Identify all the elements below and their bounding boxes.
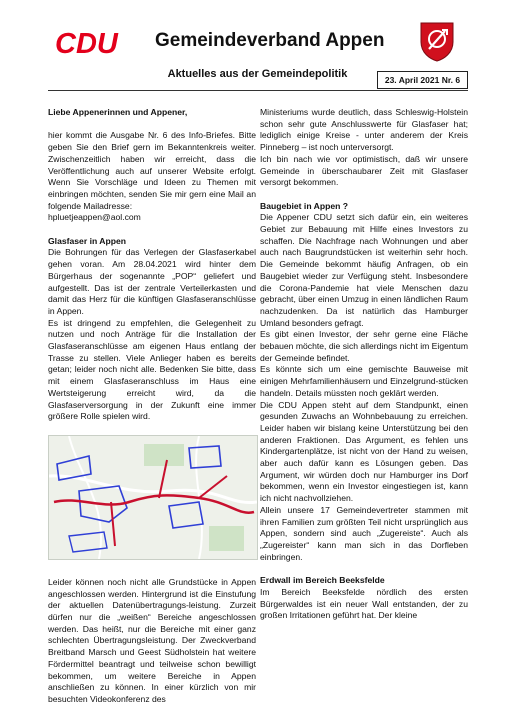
glasfaser-heading: Glasfaser in Appen	[48, 235, 127, 246]
erdwall-heading: Erdwall im Bereich Beeksfelde	[260, 575, 385, 586]
left-column	[48, 107, 256, 706]
appen-crest-icon	[420, 22, 454, 62]
baugebiet-paragraph-4: Die CDU Appen steht auf dem Standpunkt, einen gesunden Zuwachs an Wohnbebauung zu erreichen. Leider haben wir bislang keine Unterstützung bei den anderen Fraktionen. Das Argument, es fehlen uns Kindergartenplätze, ist nicht von der Hand zu weisen, aber auch dafür kann es Lösungen geben. Das Argument, wir würden doch nur Hamburger ins Dorf bekommen, wenn ein Investor eingestiegen ist, kann ich nicht nachvollziehen.	[260, 399, 468, 504]
glasfaser-paragraph-1: Die Bohrungen für das Verlegen der Glasfaserkabel gehen voran. Am 28.04.2021 wird hinter dem Bürgerhaus der sogenannte „POP“ geliefert und aufgestellt. Das ist der zentrale Verteilerkasten und damit das Herz für die künftigen Glasfaseranschlüsse in Appen.	[48, 247, 256, 316]
page-title: Gemeindeverband Appen	[155, 30, 385, 51]
issue-date-box: 23. April 2021 Nr. 6	[377, 71, 468, 89]
baugebiet-paragraph-2: Es gibt einen Investor, der sehr gerne eine Fläche bebauen möchte, die sich allerdings nicht im Eigentum der Gemeinde befindet.	[260, 329, 468, 363]
cdu-logo	[55, 28, 137, 58]
glasfaser-paragraph-3: Leider können noch nicht alle Grundstücke in Appen angeschlossen werden. Hintergrund ist die Einstufung der aktuellen Datenübertragungs-leistung. Zurzeit dürfen nur die „weißen“ Bereiche angeschlossen werden. Das heißt, nur die Bereiche mit einer ganz schlechten Übertragungsleistung. Der Zweckverband Breitband Marsch und Geest Südholstein hat weitere Fördermittel beantragt und teilweise schon bewilligt bekommen, um weitere Bereiche in Appen anschließen zu können. In einer kürzlich von mir besuchten Videokonferenz des	[48, 576, 256, 704]
email-address[interactable]: hpluetjeappen@aol.com	[48, 212, 141, 223]
ministerium-paragraph: Ministeriums wurde deutlich, dass Schleswig-Holstein schon sehr gute Anschlusswerte für Glasfaser hat; lediglich einige Kreise - unter anderem der Kreis Pinneberg – ist noch unterversorgt.	[260, 107, 468, 153]
intro-paragraph: hier kommt die Ausgabe Nr. 6 des Info-Briefes. Bitte geben Sie den Brief gern im Bekanntenkreis weiter. Zwischenzeitlich haben wir erreicht, dass die Veröffentlichung auch auf unserer Website erfolgt. Wenn Sie Vorschläge und Ideen zu Themen mit einbringen möchten, senden Sie mir gern eine Mail an folgende Mailadresse:	[48, 130, 256, 211]
glasfaser-paragraph-2: Es ist dringend zu empfehlen, die Gelegenheit zu nutzen und noch Anträge für die Installation der Glasfaseranschlüsse am eigenen Haus entlang der Trasse zu stellen. Viele Anlieger haben es bereits getan; leider noch nicht alle. Bedenken Sie bitte, dass mit einem Glasfaseranschluss im Haus eine Wertsteigerung erreicht wird, da die Glasfaserversorgung in der Zukunft eine immer größere Rolle spielen wird.	[48, 317, 256, 422]
baugebiet-heading: Baugebiet in Appen ?	[260, 200, 349, 211]
baugebiet-paragraph-5: Allein unsere 17 Gemeindevertreter stammen mit ihren Familien zum größten Teil nicht ursprünglich aus Appen, sondern sind auch „Zugereiste“. Auch als „Zugereister“ kann man sich in das Dorfleben einbringen.	[260, 504, 468, 562]
greeting: Liebe Appenerinnen und Appener,	[48, 107, 188, 117]
erdwall-paragraph-1: Im Bereich Beeksfelde nördlich des ersten Bürgerwaldes ist ein neuer Wall entstanden, der zu großen Irritationen geführt hat. Der kleine	[260, 586, 468, 621]
optimist-paragraph: Ich bin nach wie vor optimistisch, daß wir unsere Gemeinde in überschaubarer Zeit mit Glasfaser versorgt bekommen.	[260, 153, 468, 188]
right-column	[260, 107, 468, 622]
page-subtitle: Aktuelles aus der Gemeindepolitik	[167, 68, 348, 80]
baugebiet-paragraph-3: Es könnte sich um eine gemischte Bauweise mit einigen Mehrfamilienhäusern und Einzelgrund-stücken handeln. Details müssten noch geklärt werden.	[260, 364, 468, 398]
cdu-logo-text: CDU	[55, 28, 118, 58]
glasfaser-map-image	[48, 435, 258, 560]
header-divider	[48, 90, 468, 91]
baugebiet-paragraph-1: Die Appener CDU setzt sich dafür ein, ein weiteres Gebiet zur Bebauung mit Hilfe eines Investors zu schaffen. Die Nachfrage nach Wohnungen und aber auch nach Baugrundstücken ist weiterhin sehr hoch. Die Gemeinde bekommt häufig Anfragen, ob ein Baugebiet wieder zur Verfügung steht. Insbesondere die Corona-Pandemie hat viele Menschen dazu gebracht, über einen Umzug in einen ländlichen Raum nachzudenken. Da ist natürlich das Hamburger Umland besonders gefragt.	[260, 212, 468, 328]
